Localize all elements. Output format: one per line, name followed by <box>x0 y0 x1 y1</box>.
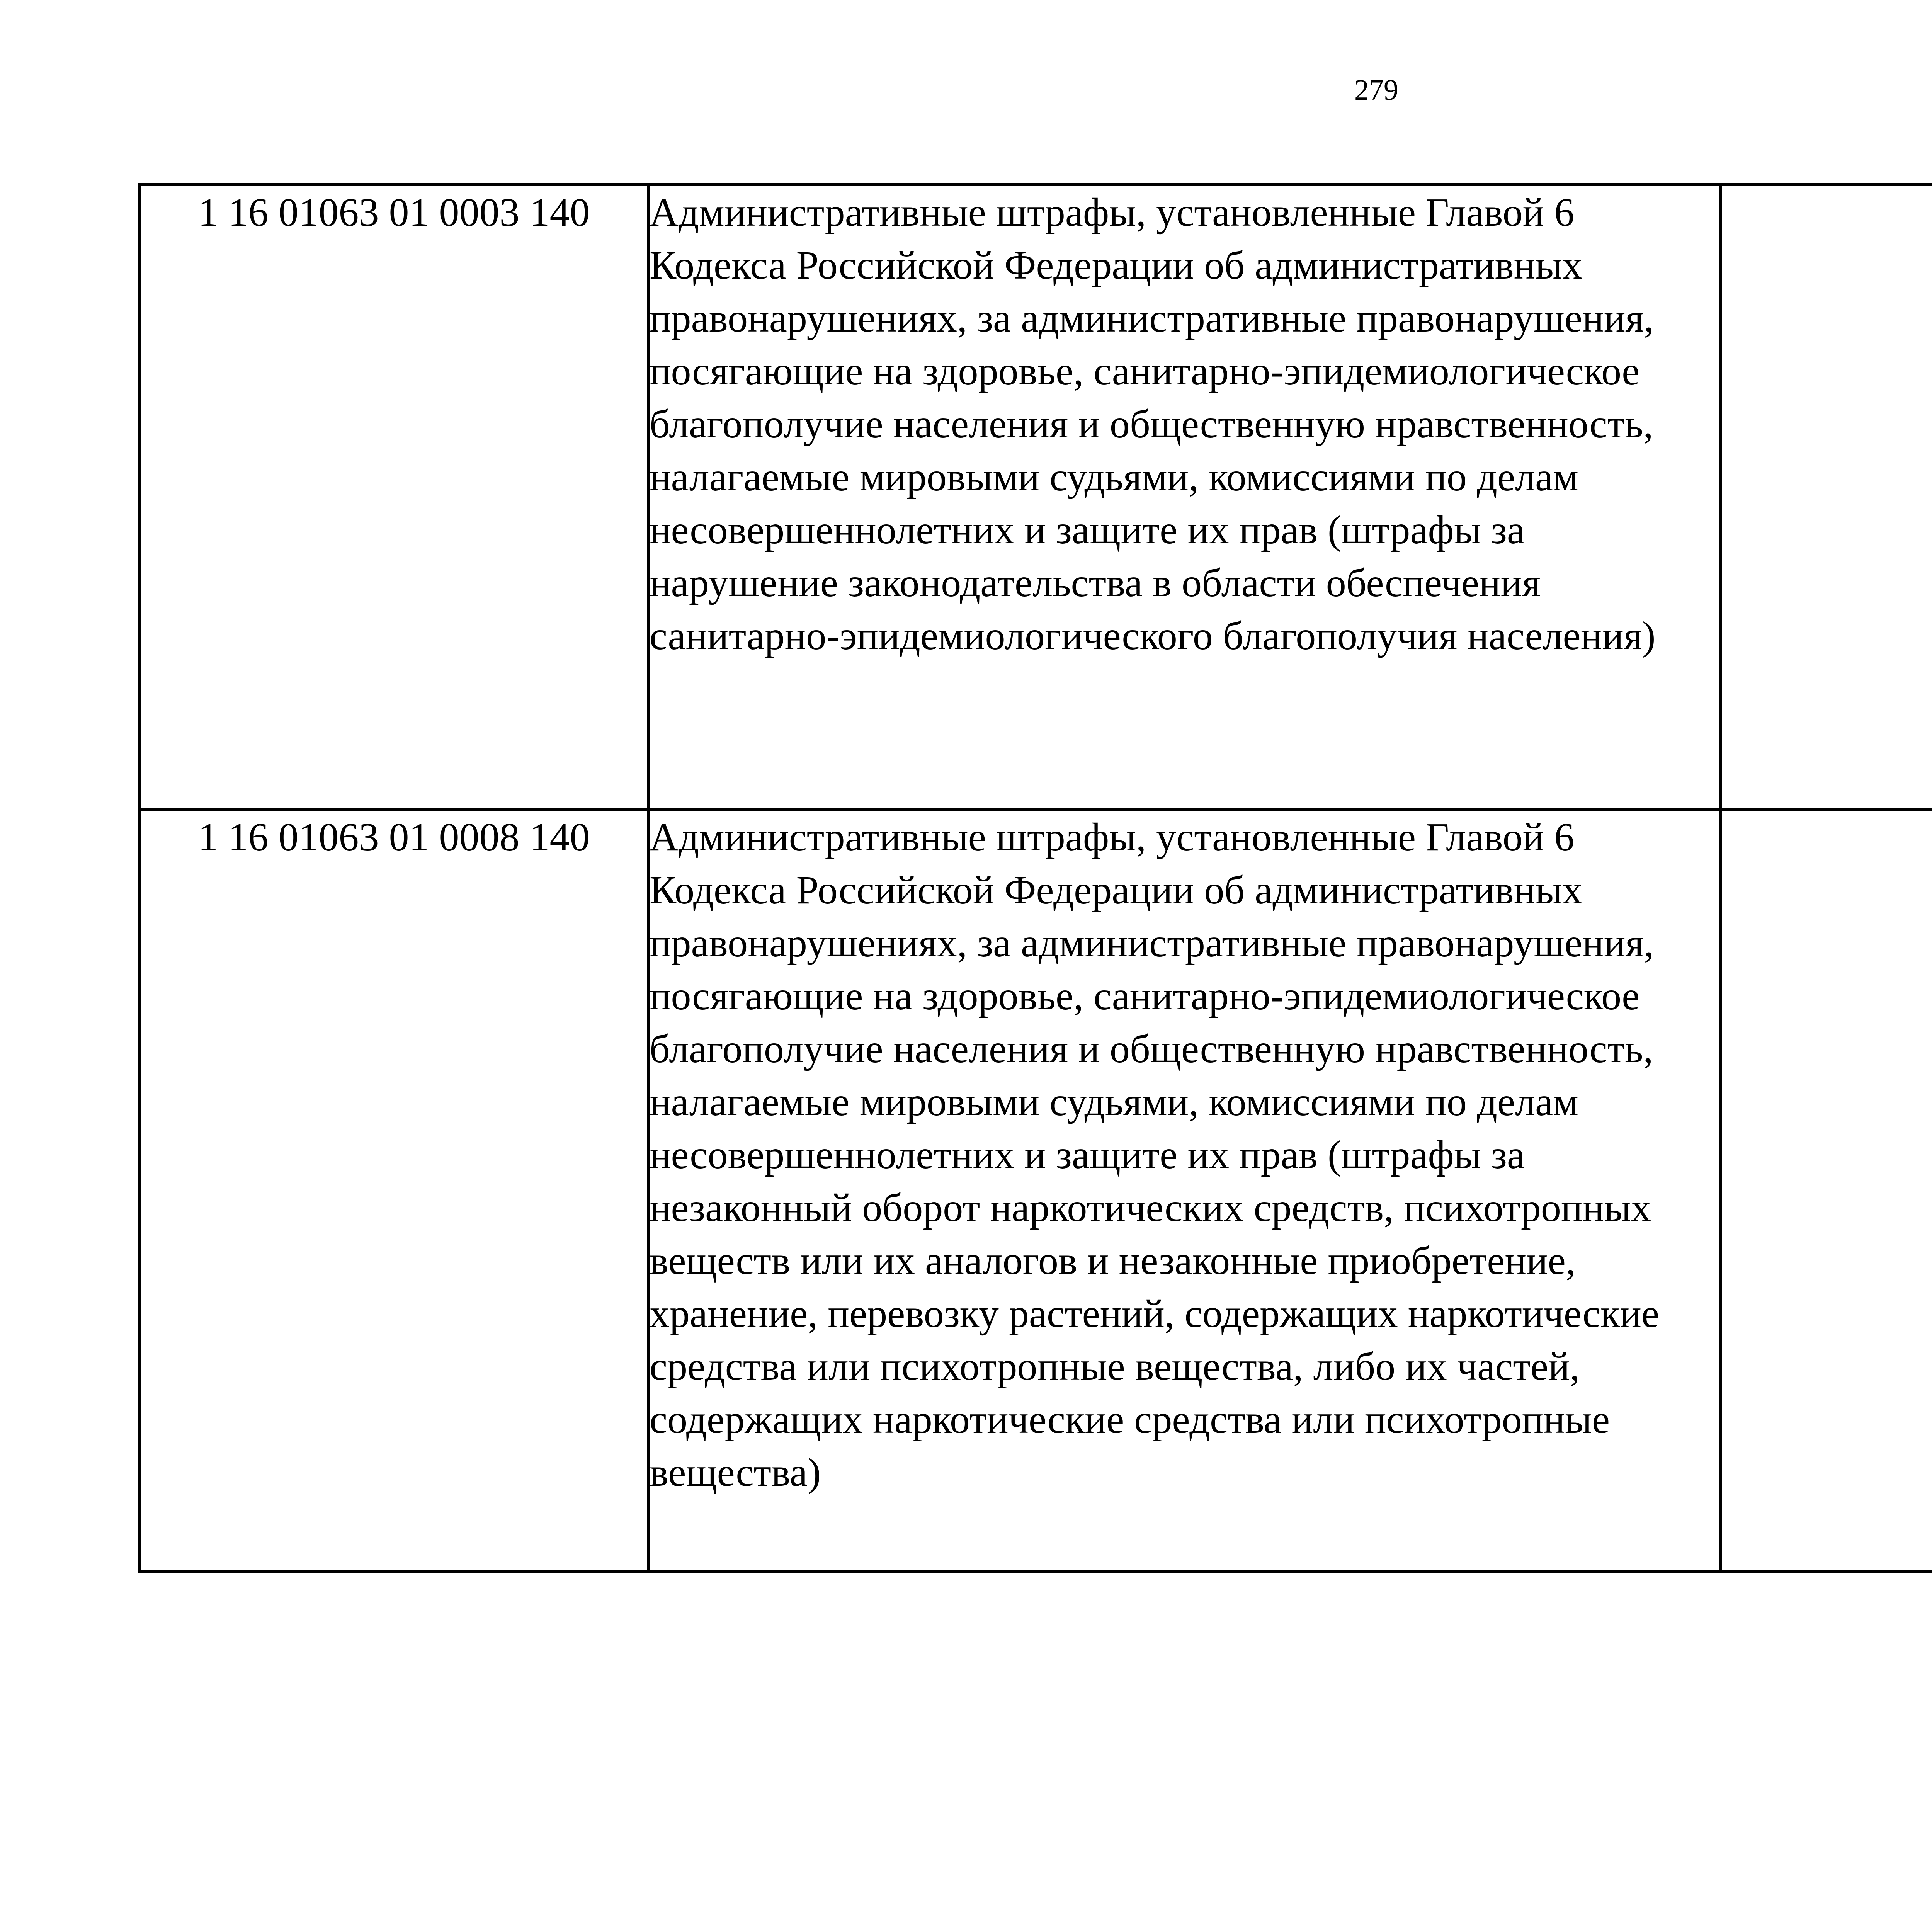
revenue-description: Административные штрафы, установленные Главой 6 Кодекса Российской Федерации об административных правонарушениях, за административные правонарушения, посягающие на здоровье, санитарно-эпидемиологическое благополучие населения и общественную нравственность, налагаемые мировыми судьями, комиссиями по делам несовершеннолетних и защите их прав (штрафы за незаконный оборот наркотических средств, психотропных веществ или их аналогов и незаконные приобретение, хранение, перевозку растений, содержащих наркотические средства или психотропные вещества, либо их частей, содержащих наркотические средства или психотропные вещества) <box>648 810 1721 1572</box>
table-row <box>140 810 1932 1572</box>
page-number: 279 <box>1354 74 1398 106</box>
amount-year-1 <box>1721 185 1932 810</box>
amount-year-1 <box>1721 810 1932 1572</box>
revenue-description: Административные штрафы, установленные Главой 6 Кодекса Российской Федерации об административных правонарушениях, за административные правонарушения, посягающие на здоровье, санитарно-эпидемиологическое благополучие населения и общественную нравственность, налагаемые мировыми судьями, комиссиями по делам несовершеннолетних и защите их прав (штрафы за нарушение законодательства в области обеспечения санитарно-эпидемиологического благополучия населения) <box>648 185 1721 810</box>
budget-classification-code: 1 16 01063 01 0008 140 <box>140 810 648 1572</box>
budget-classification-code: 1 16 01063 01 0003 140 <box>140 185 648 810</box>
budget-revenue-table <box>138 183 1932 1573</box>
table-row <box>140 185 1932 810</box>
